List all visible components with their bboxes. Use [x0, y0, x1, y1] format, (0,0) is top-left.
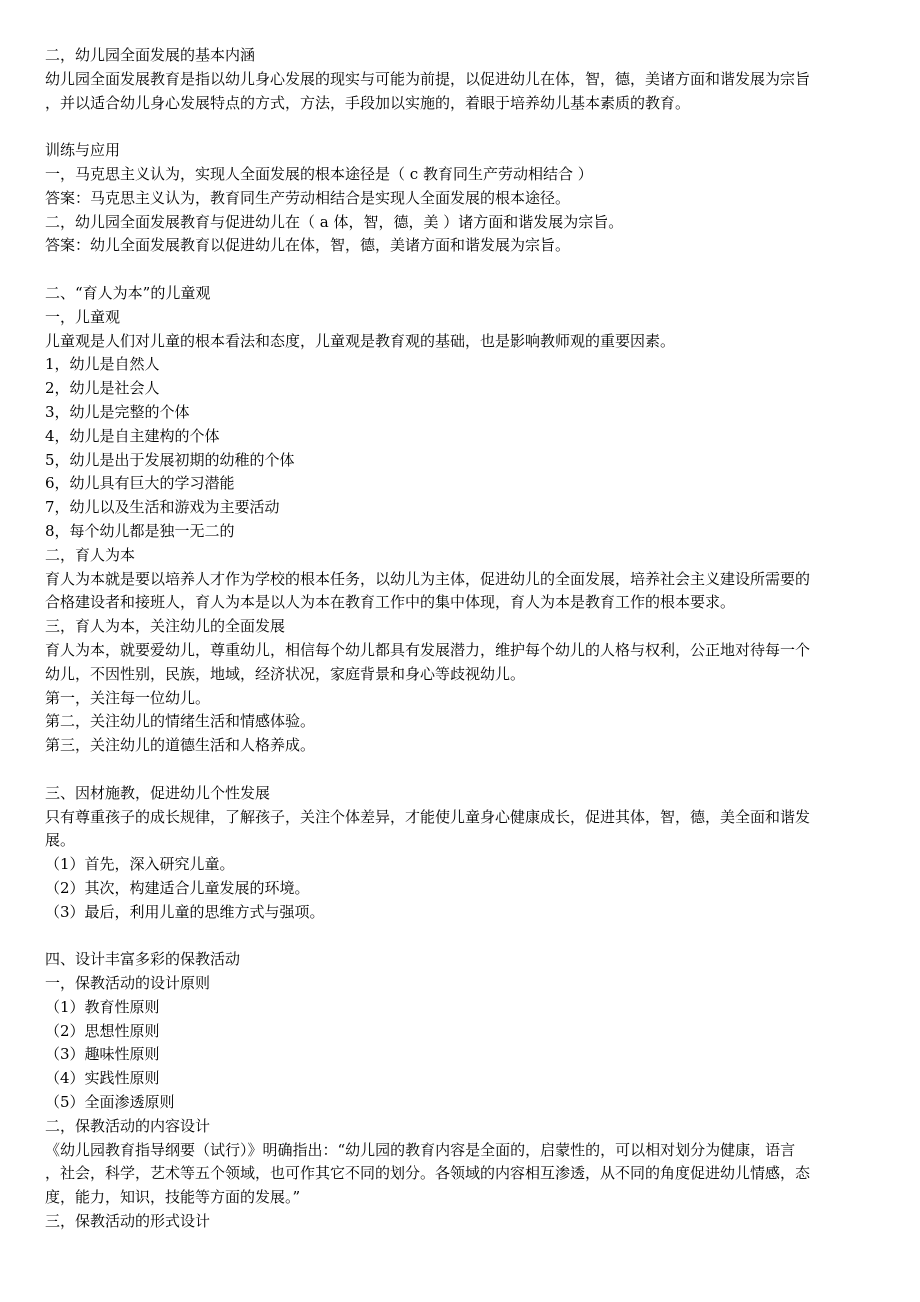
text-line: （2）其次，构建适合儿童发展的环境。: [45, 878, 310, 897]
text-line: 展。: [45, 831, 76, 850]
text-line: 二，保教活动的内容设计: [45, 1116, 211, 1135]
text-line: 二、“育人为本”的儿童观: [45, 283, 211, 302]
text-line: （1）首先，深入研究儿童。: [45, 855, 235, 874]
text-line: 三，育人为本，关注幼儿的全面发展: [45, 617, 286, 636]
text-line: 一，儿童观: [45, 307, 121, 326]
text-line: 二，幼儿园全面发展教育与促进幼儿在（ a 体，智，德，美 ）诸方面和谐发展为宗旨。: [45, 212, 624, 231]
text-line: ，社会，科学，艺术等五个领域，也可作其它不同的划分。各领域的内容相互渗透，从不同的角度促进幼儿情感，态: [45, 1164, 811, 1183]
text-line: 答案：幼儿全面发展教育以促进幼儿在体，智，德，美诸方面和谐发展为宗旨。: [45, 236, 571, 255]
text-line: 8，每个幼儿都是独一无二的: [45, 521, 235, 540]
text-line: 4，幼儿是自主建构的个体: [45, 426, 220, 445]
text-line: （3）趣味性原则: [45, 1045, 160, 1064]
text-line: 四、设计丰富多彩的保教活动: [45, 950, 241, 969]
text-line: 三，保教活动的形式设计: [45, 1212, 211, 1231]
text-line: 合格建设者和接班人，育人为本是以人为本在教育工作中的集中体现，育人为本是教育工作的根本要求。: [45, 593, 736, 612]
blank-line: [45, 115, 876, 139]
text-line: （1）教育性原则: [45, 997, 160, 1016]
text-line: （2）思想性原则: [45, 1021, 160, 1040]
text-line: 只有尊重孩子的成长规律，了解孩子，关注个体差异，才能使儿童身心健康成长，促进其体，智，德，美全面和谐发: [45, 807, 811, 826]
text-line: 育人为本，就要爱幼儿，尊重幼儿，相信每个幼儿都具有发展潜力，维护每个幼儿的人格与权利，公正地对待每一个: [45, 640, 811, 659]
text-line: （5）全面渗透原则: [45, 1093, 175, 1112]
text-line: 第一，关注每一位幼儿。: [45, 688, 211, 707]
text-line: 5，幼儿是出于发展初期的幼稚的个体: [45, 450, 295, 469]
text-line: 育人为本就是要以培养人才作为学校的根本任务，以幼儿为主体，促进幼儿的全面发展，培养社会主义建设所需要的: [45, 569, 811, 588]
text-line: 度，能力，知识，技能等方面的发展。”: [45, 1188, 301, 1207]
text-line: （4）实践性原则: [45, 1069, 160, 1088]
text-line: 一，保教活动的设计原则: [45, 974, 211, 993]
text-line: 1，幼儿是自然人: [45, 355, 160, 374]
text-line: 第三，关注幼儿的道德生活和人格养成。: [45, 736, 316, 755]
text-line: 三、因材施教，促进幼儿个性发展: [45, 783, 271, 802]
text-line: 二，幼儿园全面发展的基本内涵: [45, 46, 256, 64]
text-line: 幼儿，不因性别，民族，地域，经济状况，家庭背景和身心等歧视幼儿。: [45, 664, 526, 683]
text-line: （3）最后，利用儿童的思维方式与强项。: [45, 902, 325, 921]
text-line: 《幼儿园教育指导纲要（试行）》明确指出：“幼儿园的教育内容是全面的，启蒙性的，可以相对划分为健康，语言: [45, 1140, 796, 1159]
text-line: 一，马克思主义认为，实现人全面发展的根本途径是（ c 教育同生产劳动相结合 ）: [45, 164, 593, 183]
text-line: 答案：马克思主义认为，教育同生产劳动相结合是实现人全面发展的根本途径。: [45, 188, 571, 207]
text-line: 训练与应用: [45, 141, 121, 160]
text-line: 2，幼儿是社会人: [45, 379, 160, 398]
blank-line: [45, 258, 876, 282]
text-line: 幼儿园全面发展教育是指以幼儿身心发展的现实与可能为前提，以促进幼儿在体，智，德，美诸方面和谐发展为宗旨: [45, 69, 811, 88]
text-line: ，并以适合幼儿身心发展特点的方式，方法，手段加以实施的，着眼于培养幼儿基本素质的教育。: [45, 93, 691, 112]
text-line: 儿童观是人们对儿童的根本看法和态度，儿童观是教育观的基础，也是影响教师观的重要因素。: [45, 331, 676, 350]
text-line: 6，幼儿具有巨大的学习潜能: [45, 474, 235, 493]
text-line: 二，育人为本: [45, 545, 136, 564]
text-line: 第二，关注幼儿的情绪生活和情感体验。: [45, 712, 316, 731]
blank-line: [45, 758, 876, 782]
text-line: 3，幼儿是完整的个体: [45, 402, 190, 421]
text-line: 7，幼儿以及生活和游戏为主要活动: [45, 498, 280, 517]
blank-line: [45, 924, 876, 948]
